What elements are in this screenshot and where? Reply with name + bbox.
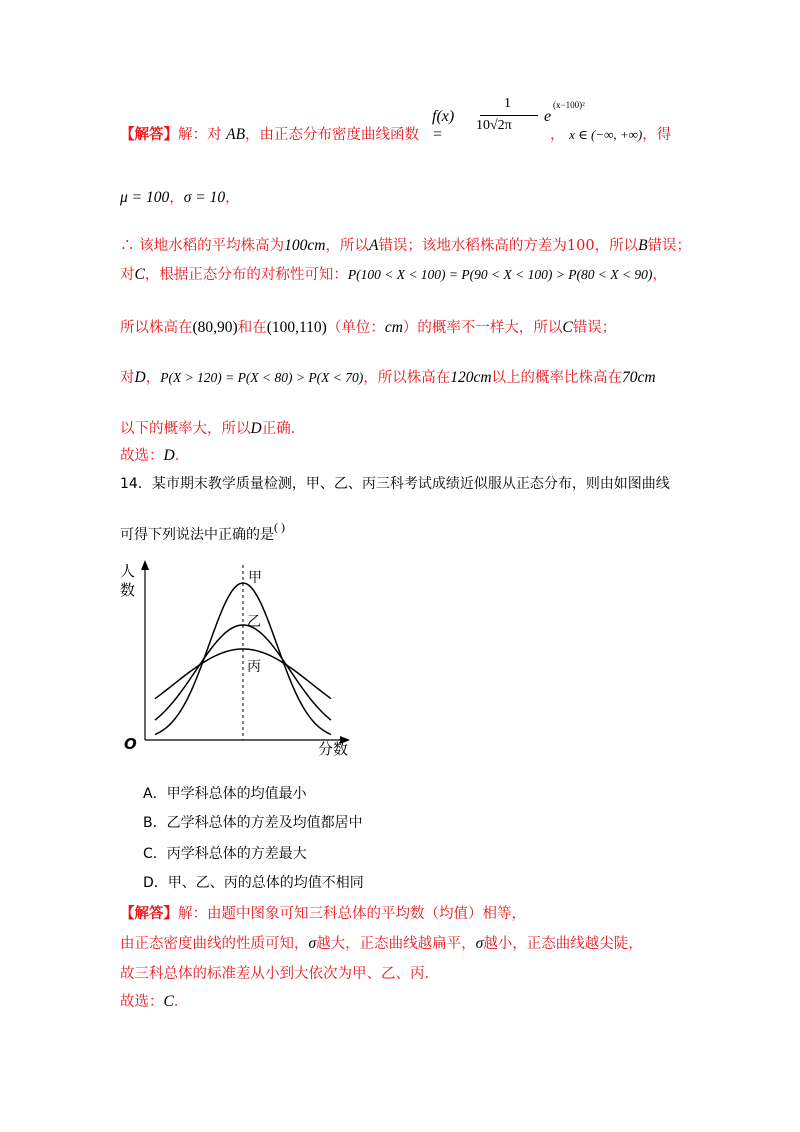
solution-13-line-4: 对C，根据正态分布的对称性可知：P(100 < X < 100) = P(90 < X < 100) > P(80 < X < 90)， [120,266,667,283]
solution-tag: 【解答】 [120,905,178,922]
fraction-bar [480,115,538,116]
solution-13-line-1: 【解答】解：对 AB，由正态分布密度曲线函数 [120,126,420,143]
curve-label-bing: 丙 [247,659,261,675]
question-14-line-2: 可得下列说法中正确的是( ) [120,520,285,543]
solution-13-line-1-tail: ， x ∈ (−∞, +∞)，得 [550,127,672,143]
option-d[interactable]: D．甲、乙、丙的总体的均值不相同 [143,875,364,891]
solution-14-line-1: 【解答】解：由题中图象可知三科总体的平均数（均值）相等， [120,905,526,922]
question-14-line-1: 14．某市期末教学质量检测，甲、乙、丙三科考试成绩近似服从正态分布，则由如图曲线 [120,476,670,492]
option-c[interactable]: C．丙学科总体的方差最大 [143,846,307,862]
solution-13-line-5: 所以株高在(80,90)和在(100,110)（单位：cm）的概率不一样大，所以C错误； [120,319,617,336]
curve-label-jia: 甲 [248,570,262,586]
y-axis-arrow [141,560,149,570]
solution-13-line-7: 以下的概率大，所以D正确． [120,420,306,437]
solution-tag: 【解答】 [120,126,178,143]
x-axis-label: 分数 [318,740,349,758]
solution-14-line-3: 故三科总体的标准差从小到大依次为甲、乙、丙． [120,966,439,982]
origin-label: O [124,735,137,753]
y-axis-label-2: 数 [120,581,136,599]
solution-13-line-3: ∴ 该地水稻的平均株高为100cm，所以A错误；该地水稻株高的方差为100，所以B错误； [120,237,692,254]
solution-14-line-2: 由正态密度曲线的性质可知，σ越大，正态曲线越扁平，σ越小，正态曲线越尖陡， [120,935,643,952]
y-axis-label-1: 人 [120,562,136,580]
solution-13-line-6: 对D，P(X > 120) = P(X < 80) > P(X < 70)，所以株高在120cm以上的概率比株高在70cm [120,369,656,386]
curve-label-yi: 乙 [247,614,261,630]
option-a[interactable]: A．甲学科总体的均值最小 [143,786,307,802]
solution-13-answer: 故选：D． [120,447,190,464]
solution-14-answer: 故选：C． [120,993,189,1010]
normal-distribution-figure [110,555,360,760]
option-b[interactable]: B．乙学科总体的方差及均值都居中 [143,815,363,831]
solution-13-line-2: μ = 100，σ = 10， [120,189,240,206]
